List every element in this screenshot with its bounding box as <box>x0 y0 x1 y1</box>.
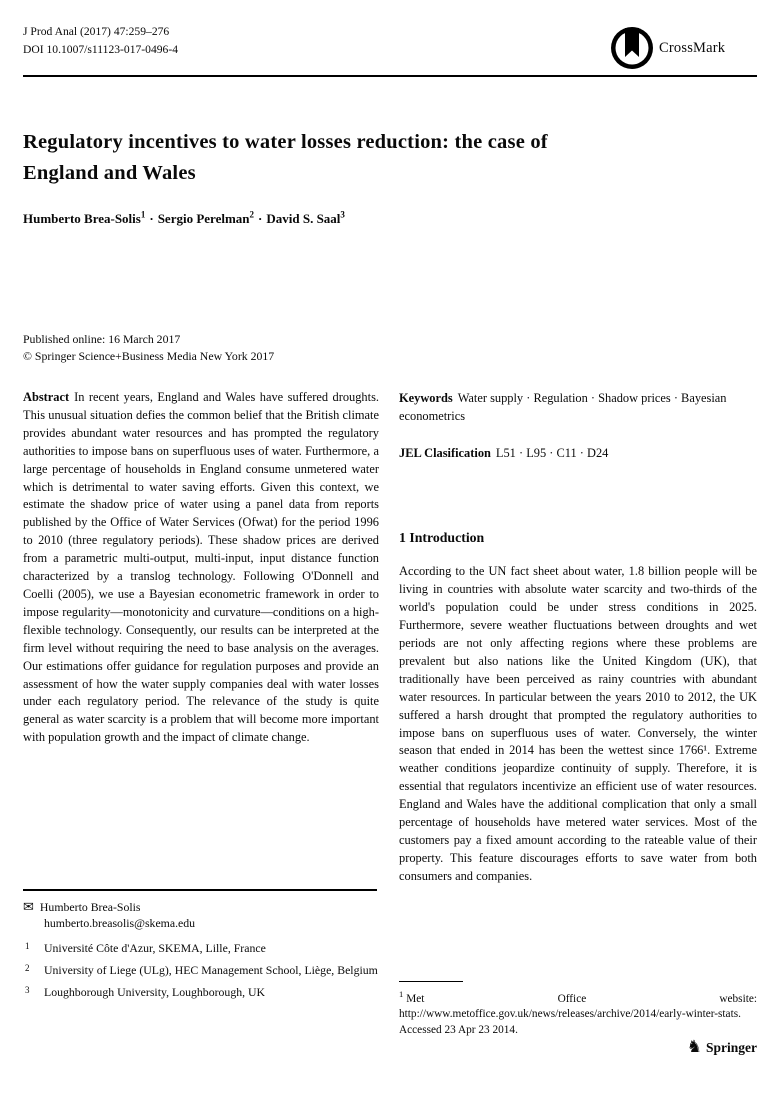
paper-title: Regulatory incentives to water losses reduction: the case of England and Wales <box>23 131 548 184</box>
abstract-paragraph <box>23 389 379 747</box>
author-separator: · <box>149 211 154 226</box>
journal-citation-line: J Prod Anal (2017) 47:259–276 <box>23 25 170 38</box>
left-column <box>23 389 379 747</box>
correspondence-name-line <box>23 899 195 915</box>
springer-label: Springer <box>705 1039 757 1055</box>
affiliation-item <box>23 963 379 979</box>
header-divider <box>23 75 757 77</box>
author-superscript: 1 <box>140 209 146 220</box>
crossmark-label: CrossMark <box>659 39 726 56</box>
right-column <box>399 389 757 886</box>
introduction-paragraph: According to the UN fact sheet about water, 1.8 billion people will be living in countries with absolute water scarcity and two-thirds of the world's population could be under stress conditions in 2025. Furthermore, severe weather fluctuations between droughts and wet periods are not only affecting regions where these problems are prevalent but also nations like the United Kingdom (UK), that traditionally have been perceived as rainy countries with abundant water resources. In particular between the years 2010 to 2012, the UK suffered a harsh drought that prompted the regulatory authorities to impose bans on superfluous uses of water. Conversely, the winter season that ended in 2014 has been the wettest since 1766¹. Extreme weather conditions jeopardize continuity of supply. Therefore, it is essential that regulators incentivize an efficient use of water resources. England and Wales have the additional complication that only a small percentage of households have metered water services. Most of the customers pay a fixed amount according to the rateable value of their property. This feature discourages efforts to save water from both consumers and companies. <box>399 564 757 883</box>
footnote-divider <box>399 981 463 982</box>
springer-logo-icon: ♞ <box>686 1037 702 1057</box>
published-online-line: Published online: 16 March 2017 <box>23 332 181 346</box>
abstract-label: Abstract <box>23 390 70 404</box>
jel-text: L51 · L95 · C11 · D24 <box>495 446 609 461</box>
abstract-text: In recent years, England and Wales have suffered droughts. This unusual situation defies the common belief that the British climate provides abundant water resources and has prompted the regulatory authorities to impose bans on superfluous uses of water. Furthermore, a large percentage of households in England consume unmetered water which is detrimental to water saving efforts. Given this context, we estimate the shadow price of water using a panel data from reports published by the Office of Water Services (Ofwat) for the period 1996 to 2010 (three regulatory periods). These shadow prices are derived from a parametric multi-output, multi-input, input distance function characterized by a translog technology. Following O'Donnell and Coelli (2005), we use a Bayesian econometric framework in order to impose regularity—monotonicity and curvature—conditions on a high-flexible technology. Consequently, our results can be interpreted at the firm level without requiring the need to base analysis on the averages. Our estimations offer guidance for regulation purposes and provide an assessment of how the water supply companies deal with water losses under each regulatory period. The relevance of the study is quite general as water scarcity is a problem that will become more important with population growth and the impact of climate change. <box>23 390 379 745</box>
author-superscript: 2 <box>249 209 255 220</box>
crossmark-logo-icon <box>610 26 654 70</box>
affiliation-text: University of Liege (ULg), HEC Management School, Liège, Belgium <box>44 963 378 977</box>
correspondence-email: humberto.breasolis@skema.edu <box>44 916 196 930</box>
author-superscript: 3 <box>340 209 345 220</box>
affiliation-number: 2 <box>25 963 30 973</box>
affiliation-text: Université Côte d'Azur, SKEMA, Lille, France <box>44 941 266 955</box>
journal-header <box>23 23 178 58</box>
author-name: Humberto Brea-Solis <box>23 211 141 226</box>
springer-imprint <box>687 1039 757 1056</box>
correspondence-name: Humberto Brea-Solis <box>39 900 141 914</box>
affiliation-item <box>23 985 379 1001</box>
section-heading-introduction: 1 Introduction <box>399 530 485 546</box>
author-name: Sergio Perelman <box>157 211 250 226</box>
jel-label: JEL Clasification <box>399 446 491 461</box>
copyright-line: © Springer Science+Business Media New York 2017 <box>23 348 275 363</box>
envelope-icon: ✉ <box>23 899 34 914</box>
keywords-text: Water supply · Regulation · Shadow prices · Bayesian econometrics <box>399 391 727 424</box>
affiliation-item <box>23 941 379 957</box>
doi-line: DOI 10.1007/s11123-017-0496-4 <box>23 42 178 56</box>
author-name: David S. Saal <box>266 211 341 226</box>
affiliation-number: 3 <box>25 985 30 995</box>
correspondence-block <box>23 899 195 931</box>
keywords-paragraph <box>399 389 757 425</box>
affiliation-number: 1 <box>25 941 30 951</box>
affiliation-text: Loughborough University, Loughborough, UK <box>44 985 266 999</box>
jel-paragraph <box>399 446 757 461</box>
footnote-text: Met Office website: http://www.metoffice.gov.uk/news/releases/archive/2014/early-winter-stats. Accessed 23 Apr 23 2014. <box>399 992 757 1036</box>
authors-line <box>23 211 345 227</box>
author-separator: · <box>258 211 263 226</box>
footnote-block <box>399 987 757 1039</box>
correspondence-divider <box>23 889 377 891</box>
footnote-number: 1 <box>399 989 404 999</box>
affiliations-list <box>23 941 379 1007</box>
keywords-label: Keywords <box>399 391 453 405</box>
publication-info <box>23 331 274 364</box>
crossmark-badge <box>610 26 725 70</box>
